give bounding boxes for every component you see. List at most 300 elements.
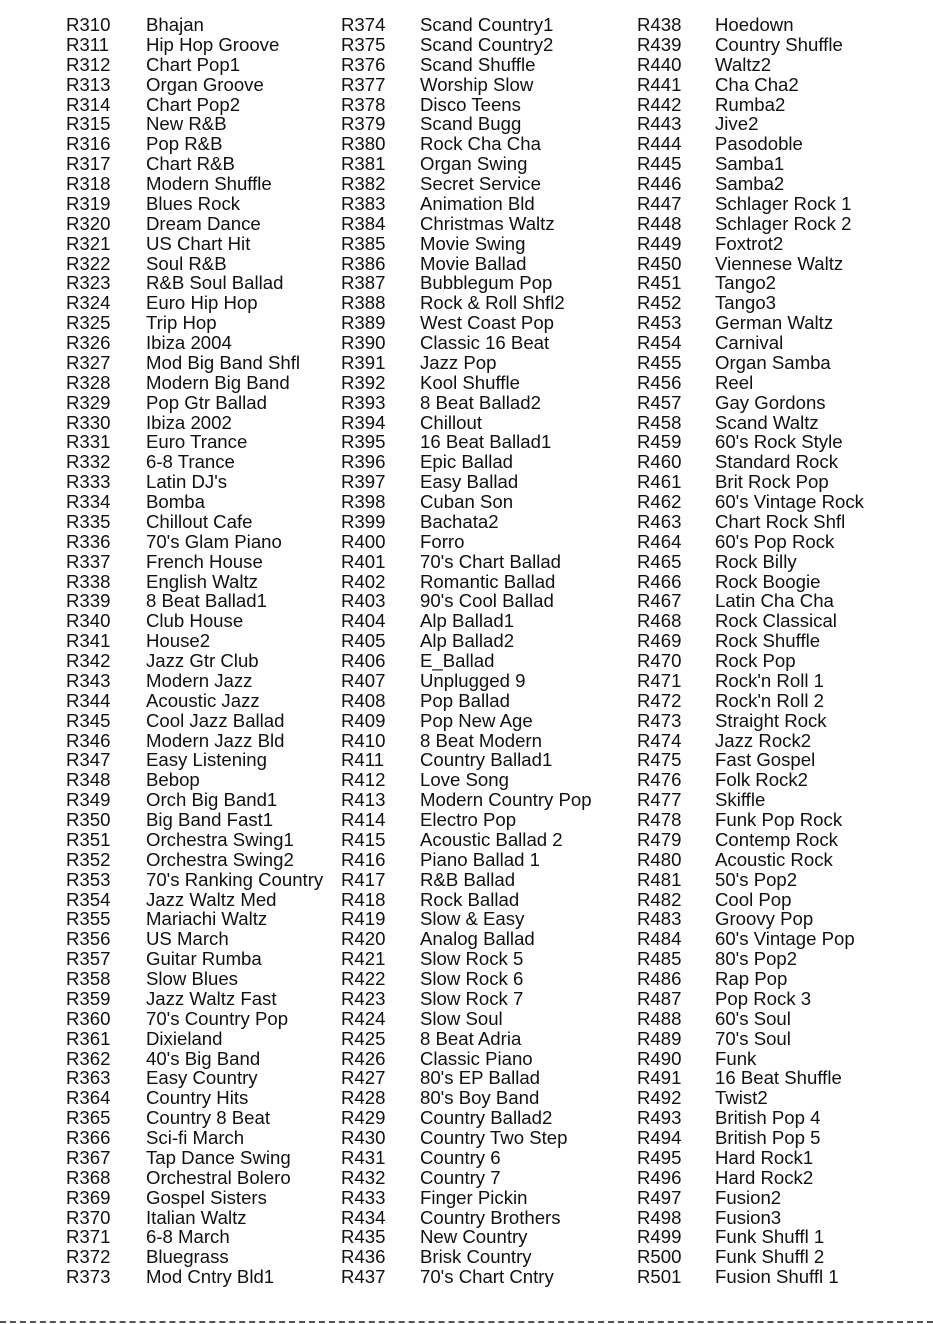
rhythm-name: Cool Pop <box>715 888 792 910</box>
rhythm-code: R324 <box>66 292 111 314</box>
rhythm-code: R350 <box>66 809 111 830</box>
rhythm-name: Rumba2 <box>715 93 786 115</box>
rhythm-code: R455 <box>637 351 682 373</box>
rhythm-code: R328 <box>66 371 111 393</box>
rhythm-name: 16 Beat Ballad1 <box>420 431 552 453</box>
rhythm-name: 6-8 Trance <box>146 451 235 473</box>
rhythm-name: Cuban Son <box>420 491 514 512</box>
rhythm-name: Scand Bugg <box>420 113 522 135</box>
rhythm-name: 50's Pop2 <box>715 868 798 890</box>
rhythm-code: R409 <box>341 709 386 731</box>
rhythm-name: Kool Shuffle <box>420 371 520 393</box>
rhythm-name: Euro Hip Hop <box>146 292 258 314</box>
rhythm-name: New R&B <box>146 113 227 135</box>
rhythm-name: Romantic Ballad <box>420 570 556 592</box>
rhythm-name: Pasodoble <box>715 133 803 155</box>
rhythm-code: R419 <box>341 908 386 930</box>
rhythm-name: Funk <box>715 1047 757 1069</box>
rhythm-code: R459 <box>637 431 682 453</box>
rhythm-name: Funk Shuffl 2 <box>715 1246 825 1268</box>
rhythm-name: Classic Piano <box>420 1047 533 1069</box>
rhythm-code: R476 <box>637 769 682 791</box>
rhythm-name: Jazz Waltz Fast <box>146 987 277 1009</box>
rhythm-name: Mod Big Band Shfl <box>146 351 301 373</box>
rhythm-name: 60's Vintage Rock <box>715 491 864 512</box>
rhythm-code: R351 <box>66 828 111 850</box>
rhythm-name: Country 8 Beat <box>146 1107 271 1129</box>
rhythm-name: Orch Big Band1 <box>146 789 278 811</box>
rhythm-name: Italian Waltz <box>146 1206 247 1228</box>
rhythm-code: R389 <box>341 312 386 334</box>
rhythm-code: R420 <box>341 928 386 950</box>
rhythm-code: R477 <box>637 789 682 811</box>
rhythm-code: R471 <box>637 669 682 691</box>
rhythm-name: 6-8 March <box>146 1226 230 1248</box>
rhythm-code: R345 <box>66 709 111 731</box>
rhythm-name: Mod Cntry Bld1 <box>146 1266 275 1288</box>
rhythm-name: Bebop <box>146 769 200 791</box>
rhythm-code: R439 <box>637 33 682 55</box>
rhythm-name: Latin Cha Cha <box>715 590 834 612</box>
rhythm-name: Club House <box>146 610 244 632</box>
rhythm-name: Skiffle <box>715 789 766 811</box>
rhythm-name: Bomba <box>146 491 205 512</box>
rhythm-name: Straight Rock <box>715 709 827 731</box>
rhythm-name: Modern Big Band <box>146 371 290 393</box>
rhythm-name: Rock Cha Cha <box>420 133 541 155</box>
rhythm-code: R489 <box>637 1027 682 1049</box>
rhythm-name: Rock'n Roll 1 <box>715 669 824 691</box>
rhythm-name: US March <box>146 928 229 950</box>
rhythm-code: R462 <box>637 491 682 512</box>
rhythm-name: 60's Vintage Pop <box>715 928 855 950</box>
rhythm-code: R493 <box>637 1107 682 1129</box>
rhythm-code: R469 <box>637 630 682 652</box>
rhythm-name: 70's Soul <box>715 1027 791 1049</box>
rhythm-code: R364 <box>66 1087 111 1109</box>
rhythm-code: R363 <box>66 1067 111 1089</box>
rhythm-code: R451 <box>637 272 682 294</box>
rhythm-code: R330 <box>66 411 111 433</box>
rhythm-code: R479 <box>637 828 682 850</box>
page-bottom-rule <box>0 1321 933 1323</box>
rhythm-code: R448 <box>637 212 682 234</box>
rhythm-code: R488 <box>637 1007 682 1029</box>
rhythm-code: R372 <box>66 1246 111 1268</box>
rhythm-name: 80's Boy Band <box>420 1087 540 1109</box>
rhythm-code: R349 <box>66 789 111 811</box>
rhythm-code: R356 <box>66 928 111 950</box>
rhythm-code: R325 <box>66 312 111 334</box>
rhythm-name: Tango3 <box>715 292 777 314</box>
rhythm-name: US Chart Hit <box>146 232 251 254</box>
rhythm-name: Modern Jazz Bld <box>146 729 285 751</box>
rhythm-name: Pop Rock 3 <box>715 987 812 1009</box>
rhythm-code: R341 <box>66 630 111 652</box>
rhythm-code: R405 <box>341 630 386 652</box>
rhythm-code: R496 <box>637 1166 682 1188</box>
rhythm-name: Movie Swing <box>420 232 526 254</box>
rhythm-code: R332 <box>66 451 111 473</box>
rhythm-name: Pop Gtr Ballad <box>146 391 267 413</box>
rhythm-name: Jazz Rock2 <box>715 729 812 751</box>
rhythm-code: R353 <box>66 868 111 890</box>
rhythm-name: Easy Listening <box>146 749 267 771</box>
rhythm-code: R400 <box>341 530 386 552</box>
rhythm-name: Scand Country2 <box>420 33 554 55</box>
rhythm-code: R357 <box>66 948 111 970</box>
rhythm-code: R360 <box>66 1007 111 1029</box>
rhythm-code: R432 <box>341 1166 386 1188</box>
rhythm-code: R352 <box>66 848 111 870</box>
rhythm-name: Tango2 <box>715 272 777 294</box>
rhythm-code: R430 <box>341 1127 386 1148</box>
rhythm-name: Big Band Fast1 <box>146 809 274 830</box>
rhythm-name: Country Ballad1 <box>420 749 553 771</box>
rhythm-code: R495 <box>637 1146 682 1168</box>
rhythm-name: German Waltz <box>715 312 834 334</box>
rhythm-name: Waltz2 <box>715 53 772 75</box>
rhythm-name: Tap Dance Swing <box>146 1146 291 1168</box>
rhythm-name: Modern Country Pop <box>420 789 592 811</box>
rhythm-code: R316 <box>66 133 111 155</box>
rhythm-name: 80's EP Ballad <box>420 1067 541 1089</box>
rhythm-name: Modern Jazz <box>146 669 253 691</box>
rhythm-name: Gay Gordons <box>715 391 826 413</box>
rhythm-code: R323 <box>66 272 111 294</box>
rhythm-code: R458 <box>637 411 682 433</box>
rhythm-name: Worship Slow <box>420 73 534 95</box>
rhythm-name: Slow Rock 6 <box>420 968 524 989</box>
rhythm-code: R394 <box>341 411 386 433</box>
rhythm-name: Rock Billy <box>715 550 797 572</box>
rhythm-code: R375 <box>341 33 386 55</box>
rhythm-name: Scand Waltz <box>715 411 819 433</box>
rhythm-name: Euro Trance <box>146 431 248 453</box>
rhythm-name: Reel <box>715 371 754 393</box>
rhythm-code: R423 <box>341 987 386 1009</box>
rhythm-name: Movie Ballad <box>420 252 527 274</box>
rhythm-code: R481 <box>637 868 682 890</box>
rhythm-name: 60's Rock Style <box>715 431 843 453</box>
rhythm-name: Rock Boogie <box>715 570 821 592</box>
rhythm-code: R318 <box>66 173 111 194</box>
rhythm-name: Schlager Rock 2 <box>715 212 852 234</box>
rhythm-code: R366 <box>66 1127 111 1148</box>
rhythm-code: R436 <box>341 1246 386 1268</box>
rhythm-code: R392 <box>341 371 386 393</box>
rhythm-name: Chart Pop2 <box>146 93 241 115</box>
rhythm-code: R326 <box>66 332 111 353</box>
rhythm-name: Christmas Waltz <box>420 212 555 234</box>
rhythm-name: Cool Jazz Ballad <box>146 709 285 731</box>
rhythm-name: Jazz Gtr Club <box>146 650 259 671</box>
rhythm-code: R483 <box>637 908 682 930</box>
rhythm-name: Easy Country <box>146 1067 258 1089</box>
rhythm-code: R344 <box>66 689 111 711</box>
rhythm-code: R443 <box>637 113 682 135</box>
rhythm-code: R311 <box>66 33 110 55</box>
rhythm-code: R485 <box>637 948 682 970</box>
rhythm-name: Bluegrass <box>146 1246 229 1268</box>
rhythm-code: R385 <box>341 232 386 254</box>
rhythm-code: R445 <box>637 153 682 175</box>
rhythm-code: R431 <box>341 1146 386 1168</box>
rhythm-code: R482 <box>637 888 682 910</box>
rhythm-code: R393 <box>341 391 386 413</box>
rhythm-name: Chart Pop1 <box>146 53 241 75</box>
rhythm-code: R367 <box>66 1146 111 1168</box>
rhythm-code: R473 <box>637 709 682 731</box>
rhythm-name: Rock'n Roll 2 <box>715 689 824 711</box>
rhythm-code: R433 <box>341 1186 386 1208</box>
rhythm-code: R449 <box>637 232 682 254</box>
rhythm-name: 70's Chart Ballad <box>420 550 562 572</box>
rhythm-name: Trip Hop <box>146 312 217 334</box>
rhythm-name: Rock Ballad <box>420 888 520 910</box>
rhythm-name: Ibiza 2004 <box>146 332 232 353</box>
rhythm-code: R401 <box>341 550 386 572</box>
rhythm-code: R354 <box>66 888 111 910</box>
rhythm-name: Piano Ballad 1 <box>420 848 540 870</box>
rhythm-code: R343 <box>66 669 111 691</box>
rhythm-code: R391 <box>341 351 386 373</box>
rhythm-name: Jazz Waltz Med <box>146 888 277 910</box>
rhythm-code: R390 <box>341 332 386 353</box>
rhythm-code: R499 <box>637 1226 682 1248</box>
rhythm-code: R358 <box>66 968 111 989</box>
rhythm-name: Funk Pop Rock <box>715 809 843 830</box>
rhythm-code: R421 <box>341 948 386 970</box>
rhythm-code: R359 <box>66 987 111 1009</box>
rhythm-name: Hip Hop Groove <box>146 33 280 55</box>
rhythm-code: R321 <box>66 232 111 254</box>
rhythm-code: R447 <box>637 192 682 214</box>
rhythm-name: Electro Pop <box>420 809 517 830</box>
rhythm-code: R446 <box>637 173 682 194</box>
rhythm-name: British Pop 4 <box>715 1107 821 1129</box>
rhythm-name: Rock & Roll Shfl2 <box>420 292 565 314</box>
rhythm-code: R331 <box>66 431 111 453</box>
rhythm-name: Analog Ballad <box>420 928 535 950</box>
rhythm-name: Samba1 <box>715 153 785 175</box>
rhythm-code: R383 <box>341 192 386 214</box>
rhythm-name: 80's Pop2 <box>715 948 798 970</box>
rhythm-name: 60's Soul <box>715 1007 791 1029</box>
rhythm-name: Forro <box>420 530 465 552</box>
rhythm-name: English Waltz <box>146 570 258 592</box>
rhythm-name: 70's Glam Piano <box>146 530 282 552</box>
rhythm-name: West Coast Pop <box>420 312 555 334</box>
rhythm-code: R384 <box>341 212 386 234</box>
rhythm-code: R490 <box>637 1047 682 1069</box>
rhythm-name: E_Ballad <box>420 650 495 671</box>
rhythm-name: Slow Rock 5 <box>420 948 524 970</box>
rhythm-code: R329 <box>66 391 111 413</box>
rhythm-code: R497 <box>637 1186 682 1208</box>
rhythm-code: R416 <box>341 848 386 870</box>
rhythm-code: R442 <box>637 93 682 115</box>
rhythm-name: 40's Big Band <box>146 1047 261 1069</box>
rhythm-name: Pop New Age <box>420 709 533 731</box>
rhythm-name: 90's Cool Ballad <box>420 590 554 612</box>
rhythm-name: Orchestral Bolero <box>146 1166 291 1188</box>
rhythm-name: 8 Beat Ballad1 <box>146 590 267 612</box>
rhythm-code: R378 <box>341 93 386 115</box>
rhythm-code: R336 <box>66 530 111 552</box>
rhythm-code: R312 <box>66 53 111 75</box>
rhythm-code: R414 <box>341 809 386 830</box>
rhythm-name: House2 <box>146 630 211 652</box>
rhythm-code: R377 <box>341 73 386 95</box>
rhythm-name: Acoustic Jazz <box>146 689 260 711</box>
rhythm-name: Animation Bld <box>420 192 535 214</box>
rhythm-code: R342 <box>66 650 111 671</box>
rhythm-name: Standard Rock <box>715 451 838 473</box>
rhythm-name: Hard Rock1 <box>715 1146 814 1168</box>
rhythm-name: Epic Ballad <box>420 451 514 473</box>
rhythm-code: R438 <box>637 14 682 35</box>
rhythm-name: British Pop 5 <box>715 1127 821 1148</box>
rhythm-name: Pop Ballad <box>420 689 510 711</box>
rhythm-code: R468 <box>637 610 682 632</box>
rhythm-code: R426 <box>341 1047 386 1069</box>
rhythm-code: R484 <box>637 928 682 950</box>
rhythm-code: R386 <box>341 252 386 274</box>
rhythm-name: 8 Beat Ballad2 <box>420 391 541 413</box>
rhythm-code: R315 <box>66 113 111 135</box>
rhythm-code: R333 <box>66 471 111 493</box>
rhythm-code: R406 <box>341 650 386 671</box>
rhythm-code: R418 <box>341 888 386 910</box>
rhythm-code: R355 <box>66 908 111 930</box>
rhythm-name: Dream Dance <box>146 212 261 234</box>
rhythm-code: R381 <box>341 153 386 175</box>
rhythm-code: R417 <box>341 868 386 890</box>
rhythm-name: Rock Pop <box>715 650 796 671</box>
rhythm-name: Carnival <box>715 332 784 353</box>
rhythm-name: Cha Cha2 <box>715 73 799 95</box>
rhythm-code: R310 <box>66 14 111 35</box>
rhythm-name: Country Ballad2 <box>420 1107 553 1129</box>
rhythm-name: Scand Shuffle <box>420 53 536 75</box>
rhythm-name: Fusion2 <box>715 1186 782 1208</box>
rhythm-code: R492 <box>637 1087 682 1109</box>
rhythm-name: Chillout Cafe <box>146 510 253 532</box>
rhythm-code: R478 <box>637 809 682 830</box>
rhythm-code: R460 <box>637 451 682 473</box>
rhythm-code: R472 <box>637 689 682 711</box>
rhythm-name: R&B Ballad <box>420 868 516 890</box>
rhythm-code: R466 <box>637 570 682 592</box>
rhythm-name: 8 Beat Modern <box>420 729 542 751</box>
rhythm-code: R467 <box>637 590 682 612</box>
rhythm-code: R437 <box>341 1266 386 1288</box>
rhythm-name: Unplugged 9 <box>420 669 526 691</box>
rhythm-code: R361 <box>66 1027 111 1049</box>
rhythm-code: R501 <box>637 1266 682 1288</box>
rhythm-name: Bachata2 <box>420 510 499 532</box>
rhythm-code: R319 <box>66 192 111 214</box>
rhythm-code: R348 <box>66 769 111 791</box>
rhythm-code: R371 <box>66 1226 111 1248</box>
rhythm-name: Bhajan <box>146 14 204 35</box>
rhythm-name: Chart R&B <box>146 153 235 175</box>
rhythm-name: 60's Pop Rock <box>715 530 835 552</box>
rhythm-name: Alp Ballad1 <box>420 610 515 632</box>
rhythm-name: Jazz Pop <box>420 351 497 373</box>
rhythm-code: R374 <box>341 14 386 35</box>
rhythm-code: R327 <box>66 351 111 373</box>
rhythm-name: Organ Groove <box>146 73 264 95</box>
rhythm-name: Hard Rock2 <box>715 1166 814 1188</box>
rhythm-code: R369 <box>66 1186 111 1208</box>
rhythm-code: R441 <box>637 73 682 95</box>
rhythm-name: Hoedown <box>715 14 794 35</box>
rhythm-code: R373 <box>66 1266 111 1288</box>
rhythm-name: Modern Shuffle <box>146 173 272 194</box>
rhythm-code: R398 <box>341 491 386 512</box>
rhythm-name: Finger Pickin <box>420 1186 528 1208</box>
rhythm-code: R322 <box>66 252 111 274</box>
rhythm-code: R498 <box>637 1206 682 1228</box>
rhythm-name: Country Two Step <box>420 1127 568 1148</box>
rhythm-code: R450 <box>637 252 682 274</box>
rhythm-name: Latin DJ's <box>146 471 228 493</box>
rhythm-code: R434 <box>341 1206 386 1228</box>
rhythm-name: Soul R&B <box>146 252 227 274</box>
rhythm-code: R313 <box>66 73 111 95</box>
rhythm-name: Dixieland <box>146 1027 223 1049</box>
rhythm-name: Scand Country1 <box>420 14 554 35</box>
rhythm-name: Country 6 <box>420 1146 501 1168</box>
rhythm-code: R403 <box>341 590 386 612</box>
rhythm-code: R335 <box>66 510 111 532</box>
rhythm-name: Orchestra Swing2 <box>146 848 294 870</box>
rhythm-name: Love Song <box>420 769 509 791</box>
rhythm-code: R337 <box>66 550 111 572</box>
rhythm-name: Organ Samba <box>715 351 831 373</box>
rhythm-code: R387 <box>341 272 386 294</box>
rhythm-code: R457 <box>637 391 682 413</box>
rhythm-code: R435 <box>341 1226 386 1248</box>
rhythm-code: R395 <box>341 431 386 453</box>
rhythm-code: R320 <box>66 212 111 234</box>
rhythm-name: Gospel Sisters <box>146 1186 267 1208</box>
rhythm-name: Country 7 <box>420 1166 501 1188</box>
rhythm-code: R422 <box>341 968 386 989</box>
rhythm-code: R382 <box>341 173 386 194</box>
rhythm-code: R368 <box>66 1166 111 1188</box>
rhythm-name: Bubblegum Pop <box>420 272 553 294</box>
rhythm-code: R452 <box>637 292 682 314</box>
rhythm-name: 70's Chart Cntry <box>420 1266 554 1288</box>
rhythm-name: Sci-fi March <box>146 1127 245 1148</box>
rhythm-code: R317 <box>66 153 111 175</box>
rhythm-code: R339 <box>66 590 111 612</box>
rhythm-name: Fast Gospel <box>715 749 816 771</box>
rhythm-name: Alp Ballad2 <box>420 630 515 652</box>
rhythm-code: R347 <box>66 749 111 771</box>
rhythm-name: Country Shuffle <box>715 33 843 55</box>
rhythm-code: R404 <box>341 610 386 632</box>
rhythm-name: 16 Beat Shuffle <box>715 1067 842 1089</box>
rhythm-name: Jive2 <box>715 113 759 135</box>
rhythm-name: 70's Country Pop <box>146 1007 289 1029</box>
rhythm-name: Contemp Rock <box>715 828 838 850</box>
rhythm-code: R362 <box>66 1047 111 1069</box>
rhythm-name: Blues Rock <box>146 192 241 214</box>
